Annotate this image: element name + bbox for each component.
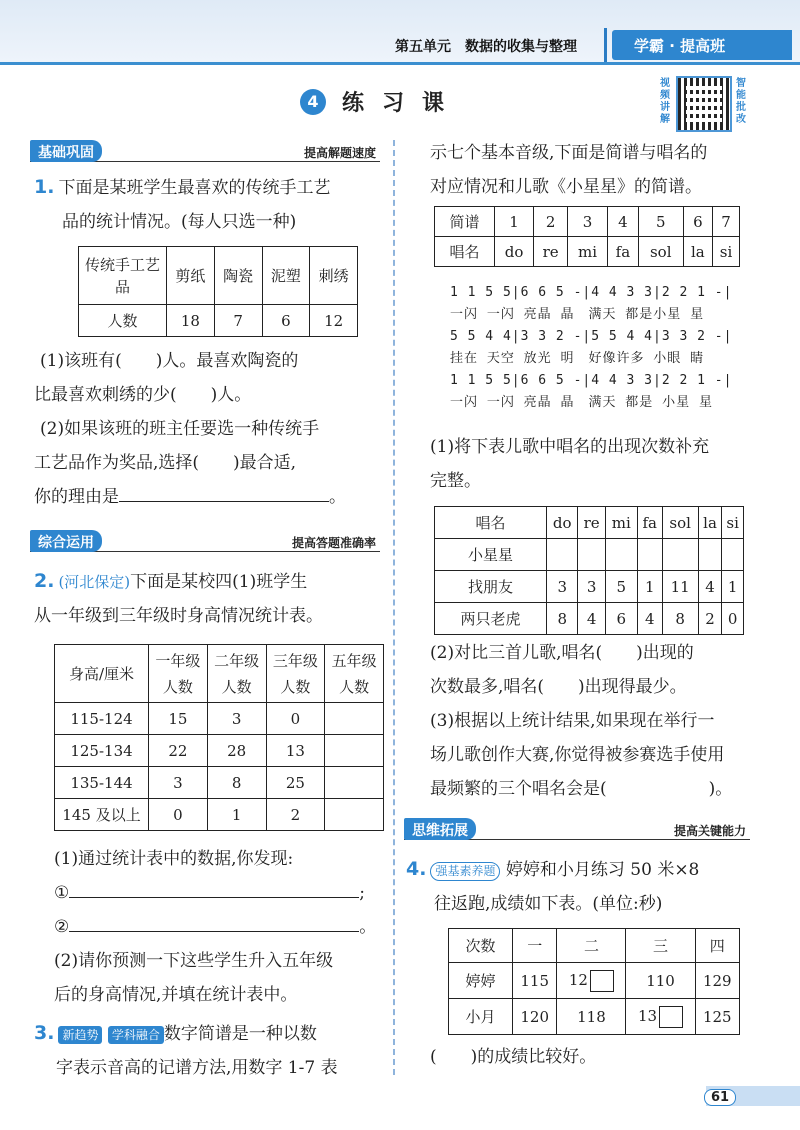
table-header: 简谱 (435, 207, 495, 237)
table-header: 一年级 (155, 651, 201, 670)
table-header: 陶瓷 (214, 247, 262, 305)
q2-blank2-marker: ② (54, 917, 70, 937)
table-header: 剪纸 (167, 247, 215, 305)
table-row (55, 703, 384, 735)
table-cell: 129 (695, 963, 739, 999)
table-header: 二 (557, 929, 626, 963)
table-header: 三年级 (272, 651, 318, 670)
q4-line2: 往返跑,成绩如下表。(单位:秒) (434, 894, 663, 914)
table-row-label: 找朋友 (435, 571, 547, 603)
q1-number: 1. (34, 176, 55, 198)
qr-label-right: 智能批改 (736, 78, 746, 125)
table-cell: 5 (605, 571, 637, 603)
table-header: sol (662, 507, 698, 539)
table-cell: 8 (662, 603, 698, 635)
q3-line2: 字表示音高的记谱方法,用数字 1-7 表 (56, 1058, 338, 1078)
table-cell-blank[interactable] (637, 539, 662, 571)
table-cell: 7 (214, 305, 262, 337)
q1-part1-line1: (1)该班有( )人。最喜欢陶瓷的 (40, 351, 299, 371)
table-cell: 1 (637, 571, 662, 603)
q2-stem (34, 564, 390, 633)
table-cell: 12 (568, 970, 588, 989)
q2-part1: (1)通过统计表中的数据,你发现: (54, 849, 294, 869)
q2-blank2-end: 。 (359, 917, 377, 937)
qr-code-icon[interactable] (676, 76, 732, 132)
q1-parts (34, 344, 384, 514)
table-header: mi (605, 507, 637, 539)
table-cell: 110 (626, 963, 695, 999)
table-cell-blank[interactable] (325, 799, 384, 831)
section-apply (30, 530, 380, 552)
table-cell: 25 (266, 767, 325, 799)
q3-map-table (434, 206, 740, 267)
table-header: 唱名 (435, 237, 495, 267)
table-cell: 12 (310, 305, 358, 337)
table-cell: 1 (207, 799, 266, 831)
lesson-title-text: 练习课 (342, 91, 463, 116)
table-row (435, 539, 744, 571)
table-header: 三 (626, 929, 695, 963)
q4-line1: 婷婷和小月练习 50 米×8 (505, 860, 700, 880)
lesson-number: 4 (300, 89, 326, 115)
q3-part1-line2: 完整。 (430, 471, 481, 491)
table-cell-blank[interactable] (325, 703, 384, 735)
lyrics-line: 一闪 一闪 亮晶 晶 满天 都是小星 星 (450, 307, 705, 322)
q3-number: 3. (34, 1022, 55, 1044)
table-cell: 4 (578, 603, 605, 635)
table-header: 传统手工艺品 (79, 247, 167, 305)
table-subheader: 人数 (221, 677, 252, 696)
table-cell: 11 (662, 571, 698, 603)
q3-parts (430, 636, 786, 806)
q1-part2-line1: (2)如果该班的班主任要选一种传统手 (40, 419, 320, 439)
table-cell: sol (638, 237, 683, 267)
q4-number: 4. (406, 858, 427, 880)
table-cell-blank[interactable] (547, 539, 578, 571)
table-row-label: 145 及以上 (55, 799, 149, 831)
section-basic-label: 基础巩固 (30, 140, 102, 162)
table-header: re (578, 507, 605, 539)
table-cell: 0 (266, 703, 325, 735)
table-cell: 18 (167, 305, 215, 337)
table-header: 四 (695, 929, 739, 963)
table-cell: 4 (607, 207, 638, 237)
table-cell: 3 (207, 703, 266, 735)
q4-table (448, 928, 740, 1035)
table-cell-blank[interactable] (722, 539, 744, 571)
table-row (449, 963, 740, 999)
table-row-label: 125-134 (55, 735, 149, 767)
q2-source: (河北保定) (58, 573, 131, 591)
section-apply-label: 综合运用 (30, 530, 102, 552)
table-cell: 5 (638, 207, 683, 237)
score-notation (450, 282, 732, 414)
q1-part1-line2: 比最喜欢刺绣的少( )人。 (34, 385, 252, 405)
q3-count-table (434, 506, 744, 635)
score-line: 1 1 5 5|6 6 5 -|4 4 3 3|2 2 1 -| (450, 373, 733, 388)
table-row (55, 799, 384, 831)
q3-line4: 对应情况和儿歌《小星星》的简谱。 (430, 177, 702, 197)
q3-part3-line2: 场儿歌创作大赛,你觉得被参赛选手使用 (430, 745, 725, 765)
q4-stem (406, 852, 782, 921)
table-row-label: 135-144 (55, 767, 149, 799)
table-cell-blank[interactable] (578, 539, 605, 571)
table-cell: 13 (266, 735, 325, 767)
q2-part2-line2: 后的身高情况,并填在统计表中。 (54, 985, 298, 1005)
q2-number: 2. (34, 570, 55, 592)
table-subheader: 人数 (339, 677, 370, 696)
score-line: 1 1 5 5|6 6 5 -|4 4 3 3|2 2 1 -| (450, 285, 733, 300)
q1-part2-end: 。 (329, 487, 346, 507)
table-header: 身高/厘米 (55, 645, 149, 703)
table-row-label: 小月 (449, 999, 513, 1035)
table-cell: 1 (495, 207, 534, 237)
q1-table (78, 246, 358, 337)
table-header: 唱名 (435, 507, 547, 539)
table-cell: 3 (547, 571, 578, 603)
q3-stem-continued (430, 136, 780, 204)
table-cell: mi (568, 237, 608, 267)
table-header: si (722, 507, 744, 539)
answer-blank[interactable] (69, 931, 359, 932)
table-cell: 8 (547, 603, 578, 635)
q3-part2-line2: 次数最多,唱名( )出现得最少。 (430, 677, 687, 697)
table-cell: 0 (722, 603, 744, 635)
table-row-label: 两只老虎 (435, 603, 547, 635)
q3-line1: 数字简谱是一种以数 (163, 1024, 317, 1044)
q3-part3-line1: (3)根据以上统计结果,如果现在举行一 (430, 711, 715, 731)
table-cell: 4 (637, 603, 662, 635)
table-row (435, 603, 744, 635)
table-cell: re (534, 237, 568, 267)
table-cell: 125 (695, 999, 739, 1035)
table-cell: 118 (557, 999, 626, 1035)
table-cell: 3 (568, 207, 608, 237)
table-cell: 3 (149, 767, 208, 799)
table-cell: 3 (578, 571, 605, 603)
brand-banner: 学霸 · 提高班 (612, 30, 792, 60)
table-cell: 6 (262, 305, 310, 337)
table-cell: 1 (722, 571, 744, 603)
table-cell: 0 (149, 799, 208, 831)
table-cell: si (713, 237, 740, 267)
q2-line2: 从一年级到三年级时身高情况统计表。 (34, 606, 323, 626)
q3-part1 (430, 430, 780, 498)
table-cell: fa (607, 237, 638, 267)
table-header: 次数 (449, 929, 513, 963)
table-header: 刺绣 (310, 247, 358, 305)
q4-answer: ( )的成绩比较好。 (430, 1047, 597, 1067)
section-think (404, 818, 750, 840)
q1-stem (34, 170, 384, 239)
digit-blank-box[interactable] (590, 970, 614, 992)
table-row-label: 115-124 (55, 703, 149, 735)
q1-line2: 品的统计情况。(每人只选一种) (62, 212, 297, 232)
q3-tag-fusion: 学科融合 (108, 1026, 164, 1044)
q2-line1: 下面是某校四(1)班学生 (130, 572, 308, 592)
q3-part1-line1: (1)将下表儿歌中唱名的出现次数补充 (430, 437, 710, 457)
table-cell: 2 (698, 603, 722, 635)
q2-part2-line1: (2)请你预测一下这些学生升入五年级 (54, 951, 334, 971)
q2-parts (54, 842, 390, 1012)
table-cell-blank[interactable] (325, 767, 384, 799)
table-header: 二年级 (214, 651, 260, 670)
arrow-icon (604, 28, 607, 62)
table-row (55, 735, 384, 767)
section-think-tip: 提高关键能力 (673, 824, 746, 838)
table-cell: la (683, 237, 712, 267)
unit-title: 第五单元 数据的收集与整理 (395, 39, 577, 55)
q1-part2-line2: 工艺品作为奖品,选择( )最合适, (34, 453, 297, 473)
table-header: 泥塑 (262, 247, 310, 305)
section-basic (30, 140, 380, 162)
lyrics-line: 一闪 一闪 亮晶 晶 满天 都是 小星 星 (450, 395, 713, 410)
score-line: 5 5 4 4|3 3 2 -|5 5 4 4|3 3 2 -| (450, 329, 733, 344)
column-divider (393, 140, 395, 1075)
q1-part2-line3: 你的理由是 (34, 487, 119, 507)
table-row (449, 999, 740, 1035)
answer-blank[interactable] (119, 501, 329, 502)
q2-blank1-marker: ① (54, 883, 70, 903)
section-apply-tip: 提高答题准确率 (291, 536, 376, 550)
q2-table (54, 644, 384, 831)
qr-label-left: 视频讲解 (660, 78, 670, 125)
q1-line1: 下面是某班学生最喜欢的传统手工艺 (58, 178, 331, 198)
q3-part3-line3: 最频繁的三个唱名会是( )。 (430, 779, 733, 799)
table-cell: 120 (513, 999, 557, 1035)
table-row-label: 人数 (79, 305, 167, 337)
table-subheader: 人数 (162, 677, 193, 696)
table-cell-blank[interactable] (325, 735, 384, 767)
table-row (435, 571, 744, 603)
section-think-label: 思维拓展 (404, 818, 476, 840)
lesson-title (300, 86, 462, 117)
answer-blank[interactable] (69, 897, 359, 898)
q3-tag-trend: 新趋势 (58, 1026, 102, 1044)
table-cell: 15 (149, 703, 208, 735)
q3-part2-line1: (2)对比三首儿歌,唱名( )出现的 (430, 643, 694, 663)
page-number-band (706, 1086, 800, 1106)
table-cell: 2 (534, 207, 568, 237)
table-header: 五年级 (331, 651, 377, 670)
table-cell: do (495, 237, 534, 267)
table-cell: 4 (698, 571, 722, 603)
table-subheader: 人数 (280, 677, 311, 696)
table-header: 一 (513, 929, 557, 963)
table-cell: 2 (266, 799, 325, 831)
table-header: do (547, 507, 578, 539)
q3-line3: 示七个基本音级,下面是简谱与唱名的 (430, 143, 708, 163)
table-cell: 115 (513, 963, 557, 999)
table-cell: 22 (149, 735, 208, 767)
table-cell-blank[interactable] (698, 539, 722, 571)
table-cell-blank[interactable] (662, 539, 698, 571)
table-cell: 6 (683, 207, 712, 237)
table-cell-blank[interactable] (605, 539, 637, 571)
section-basic-tip: 提高解题速度 (303, 146, 376, 160)
q4-tag: 强基素养题 (430, 862, 500, 881)
table-cell: 13 (637, 1006, 658, 1025)
table-header: la (698, 507, 722, 539)
table-cell: 28 (207, 735, 266, 767)
table-row-label: 婷婷 (449, 963, 513, 999)
lyrics-line: 挂在 天空 放光 明 好像许多 小眼 睛 (450, 351, 705, 366)
q3-stem-start (34, 1016, 390, 1085)
q2-blank1-end: ; (359, 883, 365, 903)
table-cell: 6 (605, 603, 637, 635)
table-row (55, 767, 384, 799)
header-rule (0, 62, 800, 65)
digit-blank-box[interactable] (659, 1006, 683, 1028)
table-cell: 8 (207, 767, 266, 799)
page-number: 61 (704, 1089, 736, 1106)
table-cell: 7 (713, 207, 740, 237)
table-row-label: 小星星 (435, 539, 547, 571)
table-header: fa (637, 507, 662, 539)
